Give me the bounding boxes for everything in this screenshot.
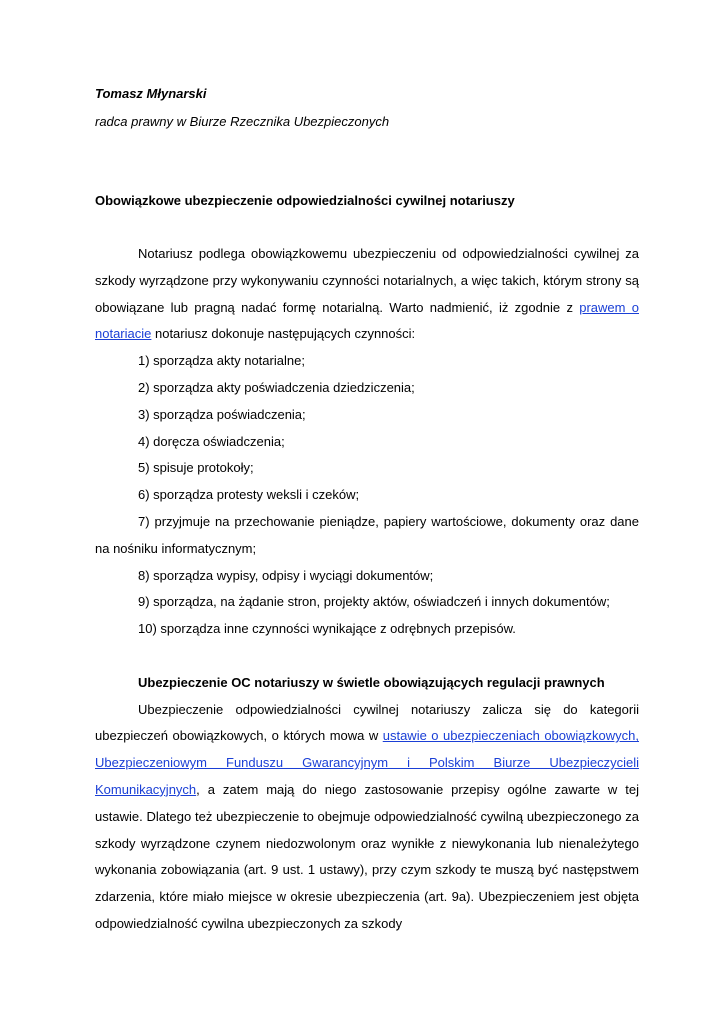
list-item: 8) sporządza wypisy, odpisy i wyciągi dokumentów; bbox=[138, 567, 434, 583]
insurance-act-link[interactable]: ustawie o ubezpieczeniach obowiązkowych, Ubezpieczeniowym Funduszu Gwarancyjnym i Polskim Biurze Ubezpieczycieli Komunikacyjnych bbox=[95, 728, 639, 797]
list-item: 6) sporządza protesty weksli i czeków; bbox=[138, 487, 360, 503]
document-title: Obowiązkowe ubezpieczenie odpowiedzialności cywilnej notariuszy bbox=[95, 193, 515, 208]
notary-law-link[interactable]: prawem o notariacie bbox=[95, 299, 639, 342]
section-text-after: , a zatem mają do niego zastosowanie przepisy ogólne zawarte w tej ustawie. Dlatego też ubezpieczenie to obejmuje odpowiedzialność cywilną ubezpieczonego za szkody wyrządzone czynem niedozwolonym oraz wynikłe z niewykonania lub nienależytego wykonania zobowiązania (art. 9 ust. 1 ustawy), przy czym szkody te muszą być następstwem zdarzenia, które miało miejsce w okresie ubezpieczenia (art. 9a). Ubezpieczeniem jest objęta odpowiedzialność cywilna ubezpieczonych za szkody bbox=[95, 781, 639, 931]
section-text-before: Ubezpieczenie odpowiedzialności cywilnej notariuszy zalicza się do kategorii ubezpieczeń obowiązkowych, o których mowa w bbox=[95, 701, 639, 744]
list-item: 2) sporządza akty poświadczenia dziedziczenia; bbox=[138, 379, 415, 395]
author-role: radca prawny w Biurze Rzecznika Ubezpieczonych bbox=[95, 114, 390, 129]
list-item: 10) sporządza inne czynności wynikające z odrębnych przepisów. bbox=[138, 621, 516, 637]
list-item: 7) przyjmuje na przechowanie pieniądze, papiery wartościowe, dokumenty oraz dane na nośniku informatycznym; bbox=[95, 513, 639, 556]
section-heading: Ubezpieczenie OC notariuszy w świetle obowiązujących regulacji prawnych bbox=[138, 674, 605, 690]
list-item: 1) sporządza akty notarialne; bbox=[138, 353, 305, 369]
section-paragraph bbox=[95, 697, 639, 938]
list-item: 5) spisuje protokoły; bbox=[138, 460, 254, 476]
list-item: 4) doręcza oświadczenia; bbox=[138, 433, 285, 449]
author-name: Tomasz Młynarski bbox=[95, 86, 207, 101]
intro-text-before: Notariusz podlega obowiązkowemu ubezpieczeniu od odpowiedzialności cywilnej za szkody wyrządzone przy wykonywaniu czynności notarialnych, a więc takich, którym strony są obowiązane lub pragną nadać formę notarialną. Warto nadmienić, iż zgodnie z bbox=[95, 246, 639, 315]
intro-paragraph bbox=[95, 241, 639, 348]
intro-text-after: notariusz dokonuje następujących czynności: bbox=[151, 326, 416, 342]
list-item: 9) sporządza, na żądanie stron, projekty aktów, oświadczeń i innych dokumentów; bbox=[138, 594, 610, 610]
list-item: 3) sporządza poświadczenia; bbox=[138, 406, 306, 422]
document-body bbox=[95, 241, 639, 938]
